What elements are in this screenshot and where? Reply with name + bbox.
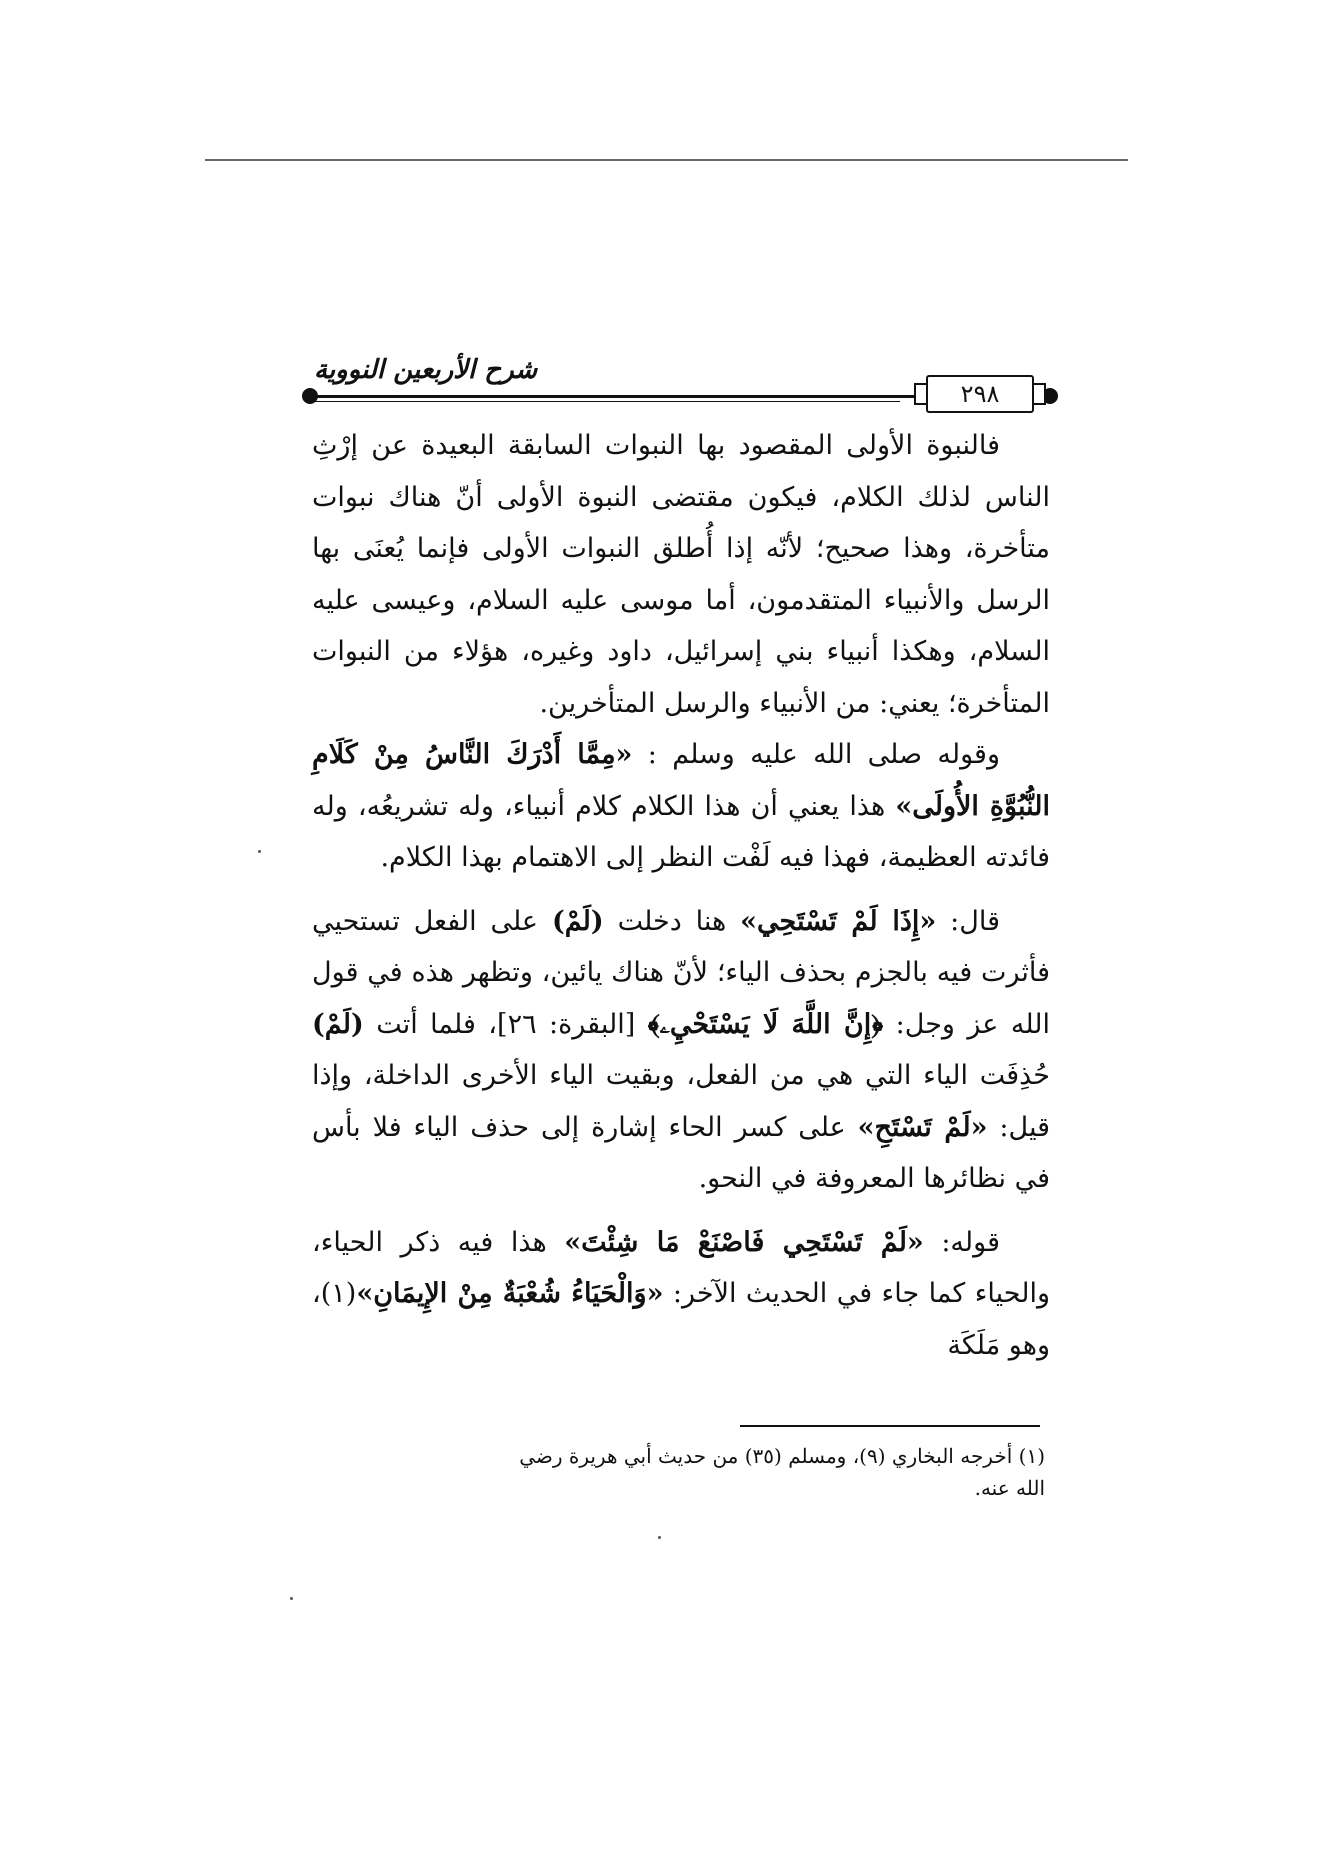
quoted-text: «وَالْحَيَاءُ شُعْبَةٌ مِنْ الإِيمَانِ»: [356, 1278, 664, 1309]
paragraph-text: حُذِفَت الياء التي هي من الفعل، وبقيت الياء الأخرى الداخلة، وإذا قيل:: [312, 1060, 1050, 1143]
book-title: شرح الأربعين النووية: [314, 355, 538, 385]
quoted-text: ﴿إِنَّ اللَّهَ لَا يَسْتَحْيِۦ﴾: [647, 1008, 884, 1040]
scan-speck: [658, 1536, 661, 1539]
paragraph-text: [البقرة: ٢٦]، فلما أتت: [363, 1008, 648, 1040]
scan-speck: [258, 850, 261, 853]
quoted-text: «إِذَا لَمْ تَسْتَحِي»: [740, 905, 937, 937]
paragraph: [312, 420, 1050, 729]
header-ornament-left: [302, 388, 318, 404]
quoted-text: (لَمْ): [312, 1008, 364, 1040]
page-header: [300, 355, 1060, 408]
footnote: (١) أخرجه البخاري (٩)، ومسلم (٣٥) من حديث أبي هريرة رضي الله عنه.: [519, 1444, 1045, 1500]
paragraph: [312, 896, 1050, 1205]
body-text: [312, 420, 1050, 1371]
paragraph-text: وقوله صلى الله عليه وسلم :: [632, 739, 1000, 770]
quoted-text: «لَمْ تَسْتَحِ»: [857, 1111, 988, 1143]
paragraph: [312, 729, 1050, 884]
scan-speck: [290, 1597, 293, 1600]
paragraph-text: (١)، وهو مَلَكَة: [312, 1278, 1050, 1361]
paragraph: [312, 1217, 1050, 1372]
paragraph-text: قوله:: [923, 1226, 1000, 1258]
paragraph-text: هذا فيه ذكر الحياء، والحياء كما جاء في الحديث الآخر:: [312, 1226, 1050, 1309]
footnote-rule: [740, 1425, 1040, 1427]
paragraph-text: على الفعل تستحيي فأثرت فيه بالجزم بحذف الياء؛ لأنّ هناك يائين، وتظهر هذه في قول الله عز وجل:: [312, 905, 1051, 1040]
paragraph-text: هنا دخلت: [603, 905, 741, 937]
quoted-text: (لَمْ): [551, 905, 604, 937]
top-rule: [205, 159, 1128, 161]
paragraph-text: قال:: [936, 905, 1000, 937]
paragraph-text: على كسر الحاء إشارة إلى حذف الياء فلا بأس في نظائرها المعروفة في النحو.: [312, 1111, 1050, 1194]
paragraph-text: فالنبوة الأولى المقصود بها النبوات السابقة البعيدة عن إرْثِ الناس لذلك الكلام، فيكون مقتضى النبوة الأولى أنّ هناك نبوات متأخرة، وهذا صحيح؛ لأنّه إذا أُطلق النبوات الأولى فإنما يُعنَى بها الرسل والأنبياء المتقدمون، أما موسى عليه السلام، وعيسى عليه السلام، وهكذا أنبياء بني إسرائيل، داود وغيره، هؤلاء من النبوات المتأخرة؛ يعني: من الأنبياء والرسل المتأخرين.: [312, 430, 1050, 719]
paragraph-text: هذا يعني أن هذا الكلام كلام أنبياء، وله تشريعُه، وله فائدته العظيمة، فهذا فيه لَفْت النظر إلى الاهتمام بهذا الكلام.: [312, 790, 1050, 873]
page-number: ٢٩٨: [926, 375, 1034, 413]
quoted-text: «مِمَّا أَدْرَكَ النَّاسُ مِنْ كَلَامِ النُّبُوَّةِ الأُولَى»: [312, 739, 1050, 822]
header-rule-thin: [310, 401, 900, 402]
quoted-text: «لَمْ تَسْتَحِي فَاصْنَعْ مَا شِئْتَ»: [564, 1226, 924, 1258]
